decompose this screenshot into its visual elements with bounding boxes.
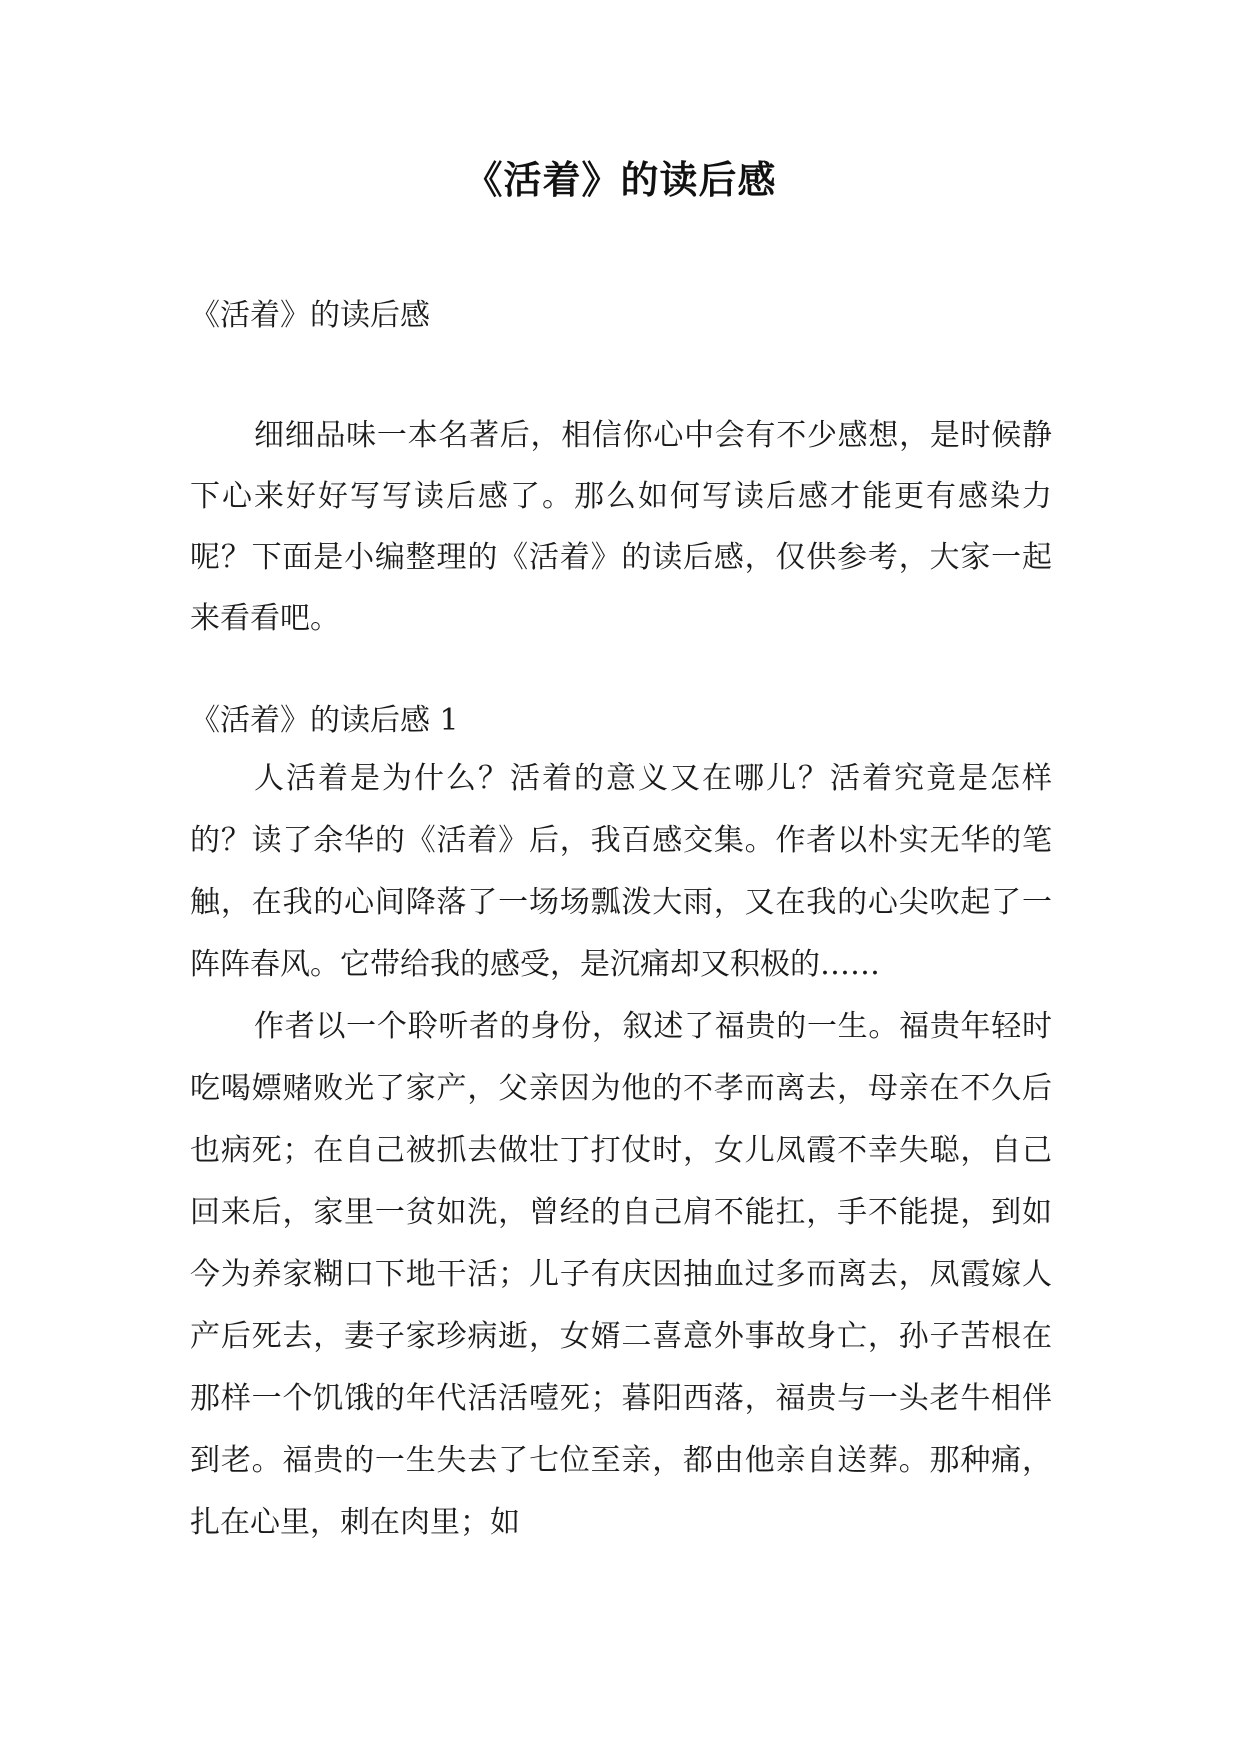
section-heading: 《活着》的读后感 1 [190, 703, 459, 738]
body-paragraph: 作者以一个聆听者的身份，叙述了福贵的一生。福贵年轻时吃喝嫖赌败光了家产，父亲因为他的不孝而离去，母亲在不久后也病死；在自己被抓去做壮丁打仗时，女儿凤霞不幸失聪，自己回来后，家里一贫如洗，曾经的自己肩不能扛，手不能提，到如今为养家糊口下地干活；儿子有庆因抽血过多而离去，凤霞嫁人产后死去，妻子家珍病逝，女婿二喜意外事故身亡，孙子苦根在那样一个饥饿的年代活活噎死；暮阳西落，福贵与一头老牛相伴到老。福贵的一生失去了七位至亲，都由他亲自送葬。那种痛，扎在心里，刺在肉里；如 [190, 1009, 1052, 1540]
page-title: 《活着》的读后感 [464, 157, 777, 202]
section-body [190, 748, 1052, 1554]
document-subtitle: 《活着》的读后感 [190, 298, 430, 333]
body-paragraph: 人活着是为什么？活着的意义又在哪儿？活着究竟是怎样的？读了余华的《活着》后，我百感交集。作者以朴实无华的笔触，在我的心间降落了一场场瓢泼大雨，又在我的心尖吹起了一阵阵春风。它带给我的感受，是沉痛却又积极的…… [190, 761, 1052, 982]
intro-paragraph: 细细品味一本名著后，相信你心中会有不少感想，是时候静下心来好好写写读后感了。那么如何写读后感才能更有感染力呢？下面是小编整理的《活着》的读后感，仅供参考，大家一起来看看吧。 [190, 418, 1052, 636]
